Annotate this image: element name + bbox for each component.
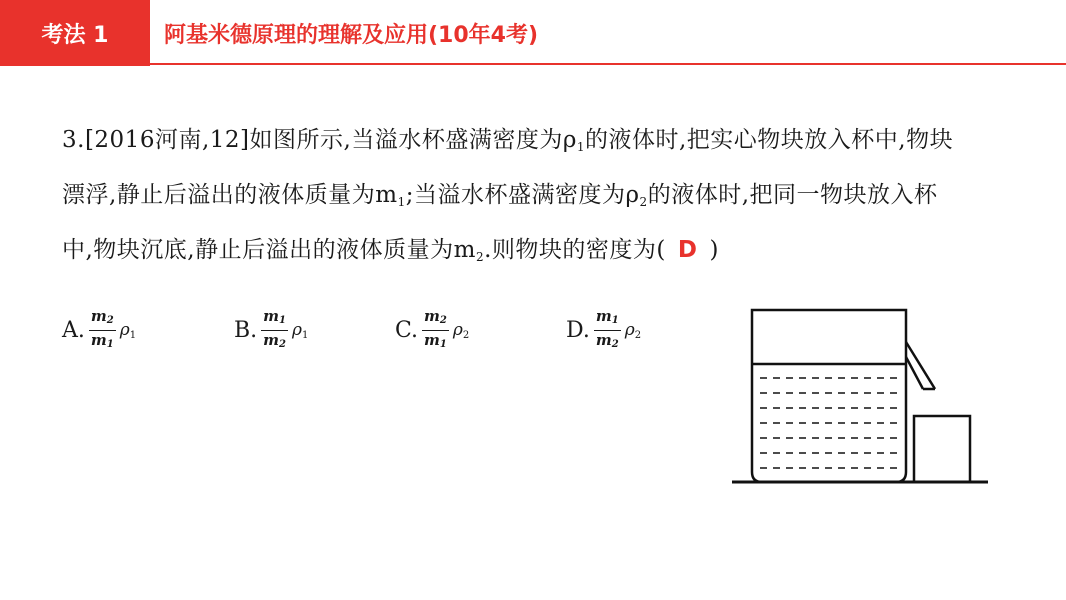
option-a: A. $\frac{m_2}{m_1}$ $\rho_1$ xyxy=(62,303,136,357)
option-a-fraction: $\frac{m_2}{m_1}$ xyxy=(90,306,114,350)
method-tag: 考法 1 xyxy=(0,0,150,66)
option-d: D. $\frac{m_1}{m_2}$ $\rho_2$ xyxy=(566,303,641,357)
overflow-cup-diagram xyxy=(730,304,995,490)
answer-label: D xyxy=(677,237,698,263)
option-b-fraction: $\frac{m_1}{m_2}$ xyxy=(263,306,287,350)
question-text: 3.[2016河南,12]如图所示,当溢水杯盛满密度为$\rho_1$的液体时,把实心物块放入杯中,物块漂浮,静止后溢出的液体质量为$m_1$;当溢水杯盛满密度为$\rho_2$的液体时,把同一物块放入杯中,物块沉底,静止后溢出的液体质量为$m_2$.则物块的密度为( D ) xyxy=(62,116,962,281)
collecting-beaker xyxy=(914,416,970,482)
header-divider xyxy=(150,63,1066,65)
page-title: 阿基米德原理的理解及应用(10年4考) xyxy=(164,22,539,48)
page-header xyxy=(0,0,1066,66)
spout xyxy=(906,342,935,389)
liquid xyxy=(760,378,900,468)
option-b: B. $\frac{m_1}{m_2}$ $\rho_1$ xyxy=(234,303,308,357)
option-c-fraction: $\frac{m_2}{m_1}$ xyxy=(424,306,447,350)
option-c: C. $\frac{m_2}{m_1}$ $\rho_2$ xyxy=(395,303,469,357)
overflow-cup xyxy=(752,310,906,482)
option-d-fraction: $\frac{m_1}{m_2}$ xyxy=(595,306,619,350)
